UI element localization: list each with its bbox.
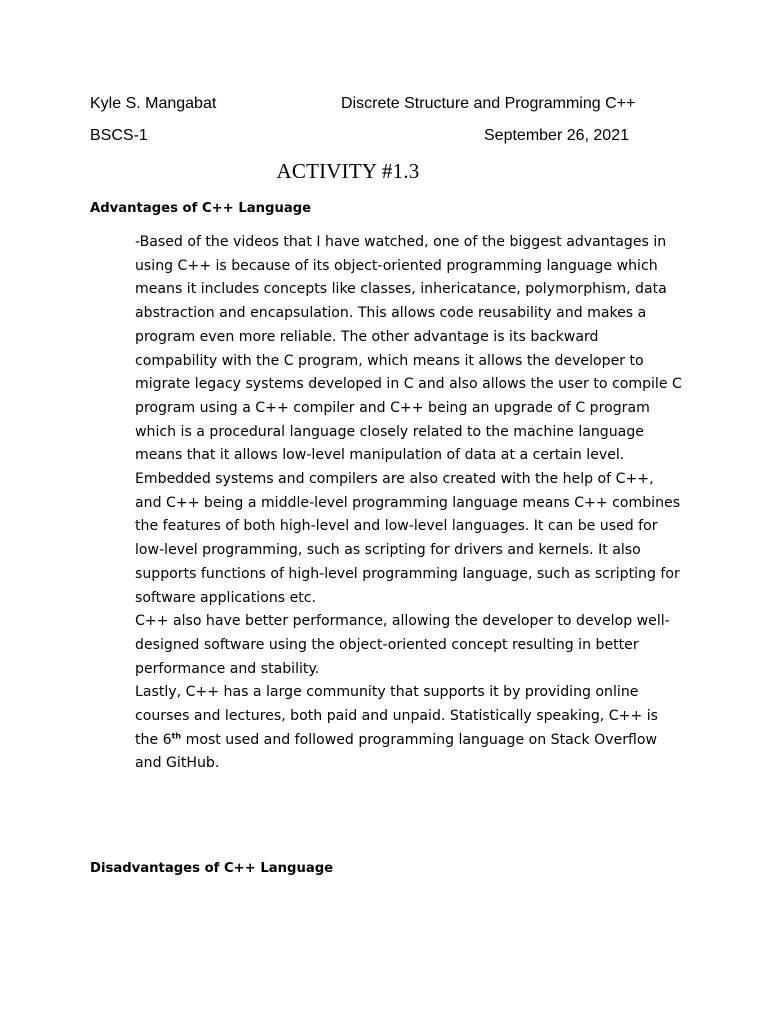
disadvantages-heading: Disadvantages of C++ Language <box>90 861 334 876</box>
advantages-paragraph-2: C++ also have better performance, allowing the developer to develop well-designed software using the object-oriented concept resulting in better performance and stability. <box>135 613 670 677</box>
document-date: September 26, 2021 <box>484 127 629 144</box>
paragraph-3-text-start: Lastly, C++ has a large community that supports it by providing online courses and lectures, both paid and unpaid. Statistically speaking, C++ is the <box>135 684 658 748</box>
paragraph-3-text-end: most used and followed programming language on Stack Overflow and GitHub. <box>135 731 658 772</box>
section-label: BSCS-1 <box>90 127 148 144</box>
course-title: Discrete Structure and Programming C++ <box>341 95 636 112</box>
advantages-paragraph-3 <box>135 681 683 776</box>
advantages-heading: Advantages of C++ Language <box>90 201 312 216</box>
advantages-paragraph-1: -Based of the videos that I have watched, one of the biggest advantages in using C++ is because of its object-oriented programming language which means it includes concepts like classes, inhericatance, polymorphism, data abstraction and encapsulation. This allows code reusability and makes a program even more reliable. The other advantage is its backward compability with the C program, which means it allows the developer to migrate legacy systems developed in C and also allows the user to compile C program using a C++ compiler and C++ being an upgrade of C program which is a procedural language closely related to the machine language means that it allows low-level manipulation of data at a certain level. Embedded systems and compilers are also created with the help of C++, and C++ being a middle-level programming language means C++ combines the features of both high-level and low-level languages. It can be used for low-level programming, such as scripting for drivers and kernels. It also supports functions of high-level programming language, such as scripting for software applications etc. <box>135 234 682 606</box>
rank-suffix: th <box>171 731 182 741</box>
author-name: Kyle S. Mangabat <box>90 95 217 112</box>
activity-title: ACTIVITY #1.3 <box>276 159 420 183</box>
rank-number: 6 <box>162 731 172 748</box>
advantages-body <box>135 231 683 776</box>
